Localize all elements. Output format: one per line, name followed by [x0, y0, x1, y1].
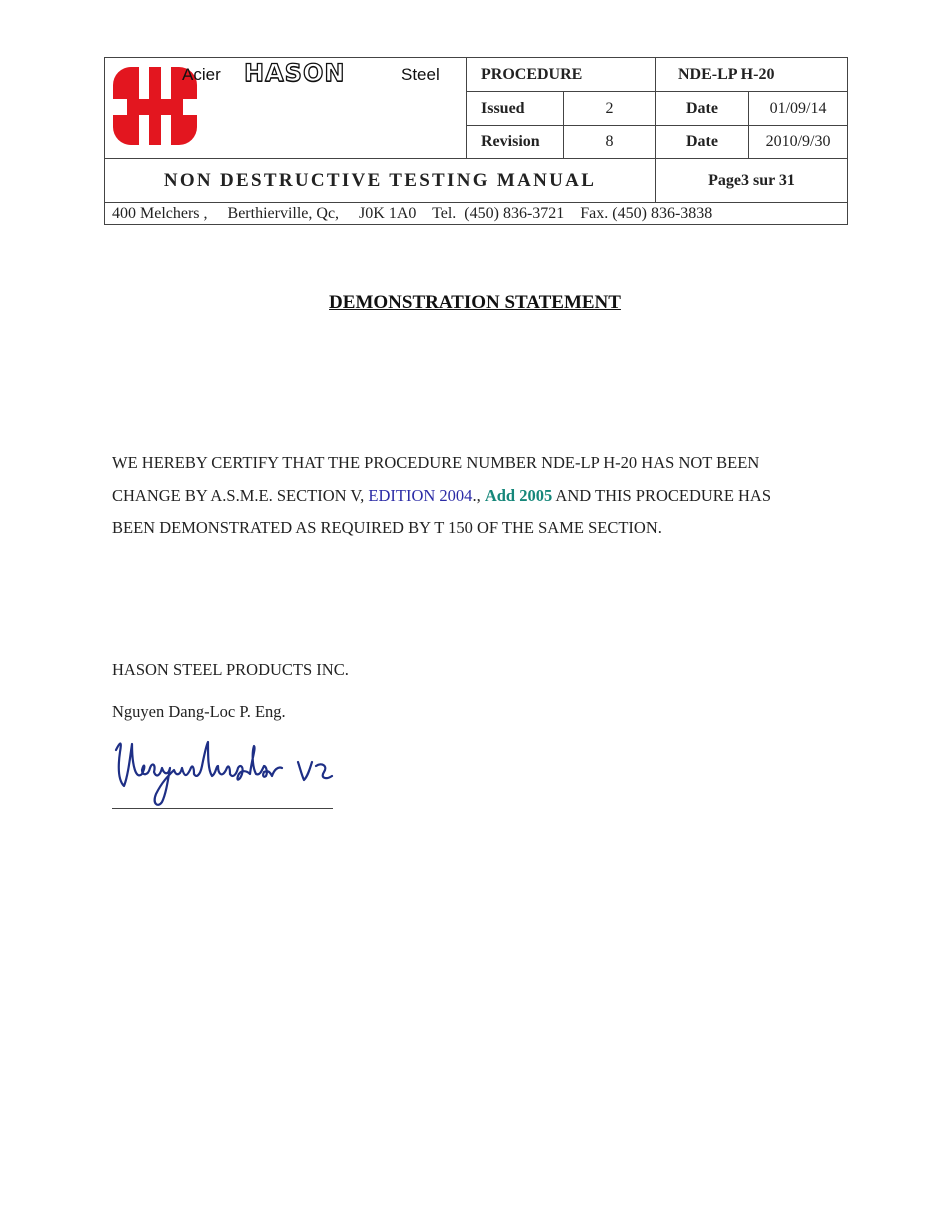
edition-text: EDITION 2004 — [368, 485, 473, 505]
body-text-part3: AND THIS PROCEDURE HAS BEEN DEMONSTRATED AS REQUIRED BY T 150 OF THE SAME SECTION. — [112, 485, 772, 537]
company-address: 400 Melchers , Berthierville, Qc, J0K 1A0 Tel. (450) 836-3721 Fax. (450) 836-3838 — [105, 203, 848, 225]
issued-date-label: Date — [656, 92, 749, 126]
revision-date-label: Date — [656, 126, 749, 159]
manual-title: NON DESTRUCTIVE TESTING MANUAL — [105, 159, 656, 203]
procedure-code: NDE-LP H-20 — [656, 58, 848, 92]
header-table — [104, 57, 848, 225]
certification-paragraph — [112, 447, 792, 545]
logo-steel-text: Steel — [401, 65, 440, 84]
company-logo — [105, 58, 467, 159]
revision-date: 2010/9/30 — [749, 126, 848, 159]
logo-acier-text: Acier — [182, 65, 221, 84]
revision-label: Revision — [467, 126, 564, 159]
logo-hason-text: HASON — [244, 59, 346, 87]
procedure-label: PROCEDURE — [467, 58, 656, 92]
document-title: DEMONSTRATION STATEMENT — [329, 292, 621, 313]
body-text-part2: ., — [472, 485, 485, 505]
issued-date: 01/09/14 — [749, 92, 848, 126]
revision-value: 8 — [564, 126, 656, 159]
add-year-text: Add 2005 — [484, 485, 553, 505]
signer-name: Nguyen Dang-Loc P. Eng. — [112, 702, 286, 721]
page-info: Page3 sur 31 — [656, 159, 848, 203]
issued-value: 2 — [564, 92, 656, 126]
handwritten-signature — [112, 736, 342, 810]
issued-label: Issued — [467, 92, 564, 126]
body-text-part1: WE HEREBY CERTIFY THAT THE PROCEDURE NUMBER NDE-LP H-20 HAS NOT BEEN CHANGE BY A.S.M.E. SECTION V, — [112, 453, 760, 505]
company-name: HASON STEEL PRODUCTS INC. — [112, 660, 349, 679]
signature-line — [112, 808, 333, 809]
